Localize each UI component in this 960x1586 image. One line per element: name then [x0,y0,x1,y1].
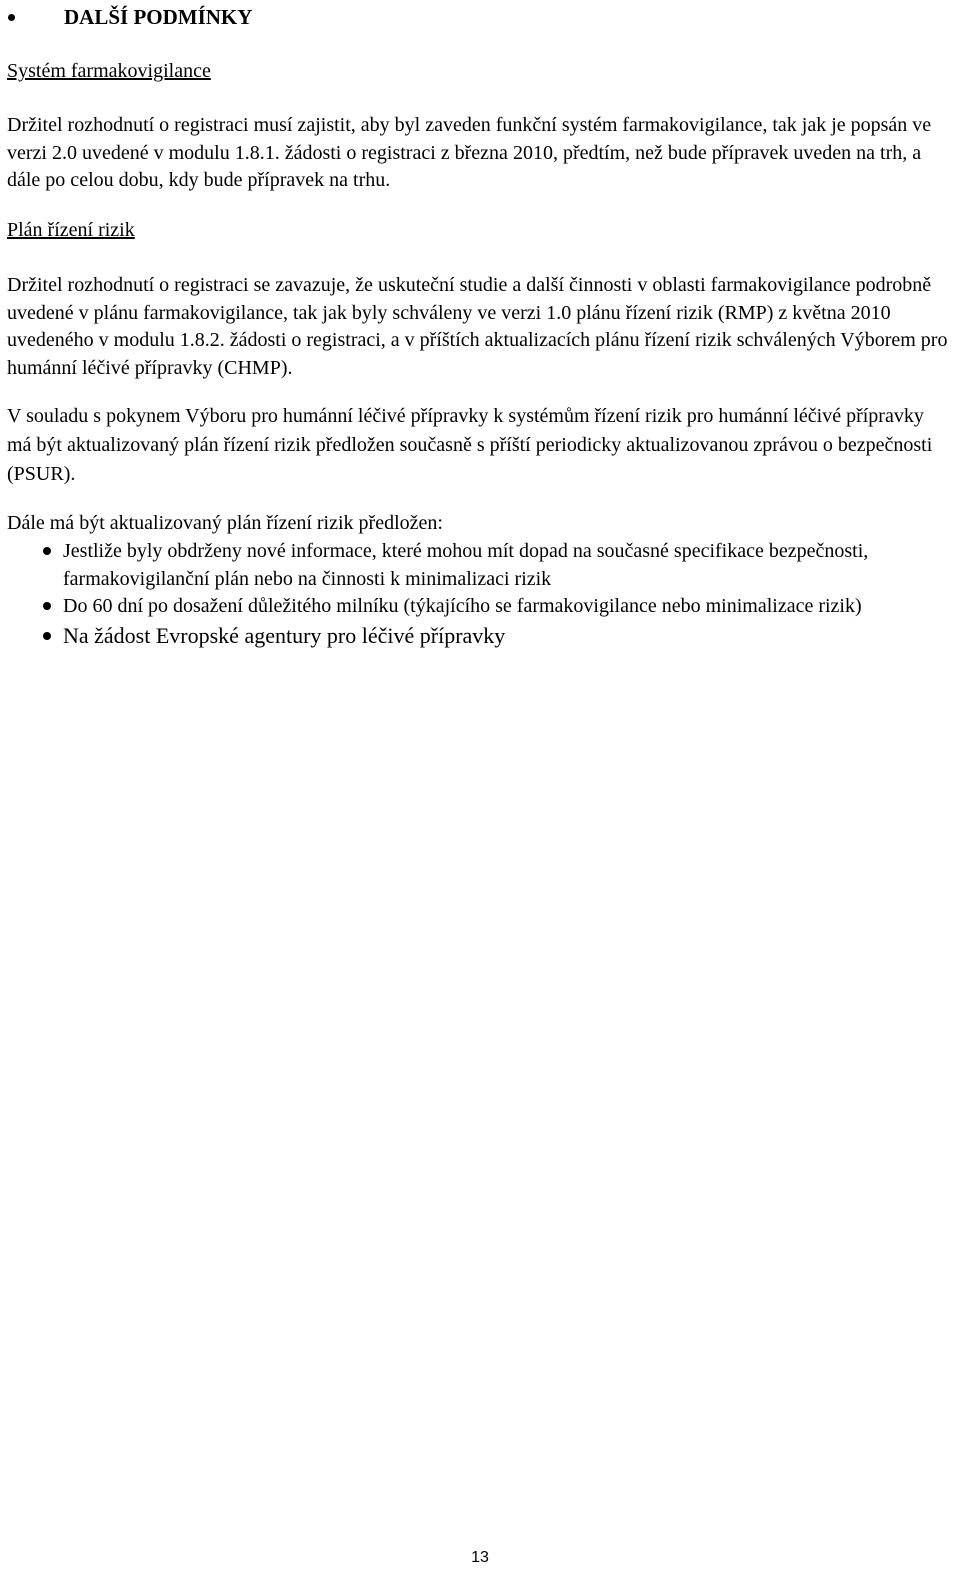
pharmacovigilance-system-paragraph: Držitel rozhodnutí o registraci musí zajistit, aby byl zaveden funkční systém farmakovigilance, tak jak je popsán ve verzi 2.0 uvedené v modulu 1.8.1. žádosti o registraci z března 2010, předtím, než bude přípravek uveden na trh, a dále po celou dobu, kdy bude přípravek na trhu. [7,114,932,191]
bullet-icon [8,14,15,21]
pharmacovigilance-system-title: Systém farmakovigilance [7,60,211,82]
list-item-text: Na žádost Evropské agentury pro léčivé přípravky [63,622,506,648]
risk-management-paragraph-1: Držitel rozhodnutí o registraci se zavazuje, že uskuteční studie a další činnosti v oblasti farmakovigilance podrobně uvedené v plánu farmakovigilance, tak jak byly schváleny ve verzi 1.0 plánu řízení rizik (RMP) z května 2010 uvedeného v modulu 1.8.2. žádosti o registraci, a v příštích aktualizacích plánu řízení rizik schválených Výborem pro humánní léčivé přípravky (CHMP). [7,274,948,379]
risk-management-plan-title: Plán řízení rizik [7,219,135,241]
list-intro: Dále má být aktualizovaný plán řízení rizik předložen: [7,512,443,534]
bullet-icon [43,547,51,555]
section-heading: DALŠÍ PODMÍNKY [64,5,253,29]
list-item [7,538,952,593]
list-item-text: Do 60 dní po dosažení důležitého milníku (týkajícího se farmakovigilance nebo minimalizace rizik) [63,595,862,617]
update-conditions-list [7,538,952,651]
bullet-icon [43,632,51,640]
section-heading-row [0,0,960,36]
list-item-text: Jestliže byly obdrženy nové informace, které mohou mít dopad na současné specifikace bezpečnosti, farmakovigilanční plán nebo na činnosti k minimalizaci rizik [63,540,869,590]
risk-management-paragraph-2: V souladu s pokynem Výboru pro humánní léčivé přípravky k systémům řízení rizik pro humánní léčivé přípravky má být aktualizovaný plán řízení rizik předložen současně s příští periodicky aktualizovanou zprávou o bezpečnosti (PSUR). [7,405,933,485]
bullet-icon [43,602,51,610]
list-item [7,621,952,651]
page-number: 13 [471,1549,489,1566]
list-item [7,593,952,621]
